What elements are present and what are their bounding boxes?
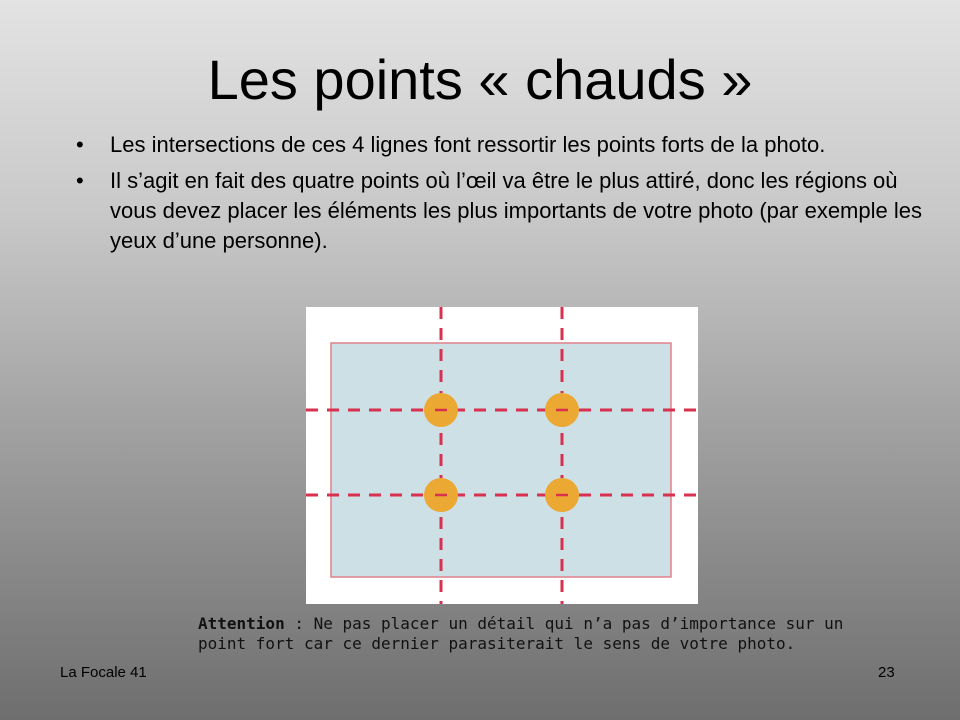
bullet-list — [70, 130, 940, 262]
diagram-svg — [306, 307, 698, 604]
photo-frame — [331, 343, 671, 577]
note-text: : Ne pas placer un détail qui n’a pas d’importance sur un point fort car ce dernier parasiterait le sens de votre photo. — [198, 614, 844, 653]
bullet-item — [70, 166, 940, 256]
slide-title: Les points « chauds » — [207, 48, 753, 111]
bullet-text: Il s’agit en fait des quatre points où l’œil va être le plus attiré, donc les régions où vous devez placer les éléments les plus importants de votre photo (par exemple les yeux d’une personne). — [110, 168, 922, 253]
bullet-icon: • — [76, 132, 84, 157]
note-label: Attention — [198, 614, 285, 633]
attention-note — [198, 614, 858, 654]
rule-of-thirds-diagram — [306, 307, 698, 604]
bullet-icon: • — [76, 168, 84, 193]
bullet-item — [70, 130, 940, 160]
page-number: 23 — [878, 664, 895, 681]
bullet-text: Les intersections de ces 4 lignes font ressortir les points forts de la photo. — [110, 132, 826, 157]
footer-text: La Focale 41 — [60, 664, 147, 681]
